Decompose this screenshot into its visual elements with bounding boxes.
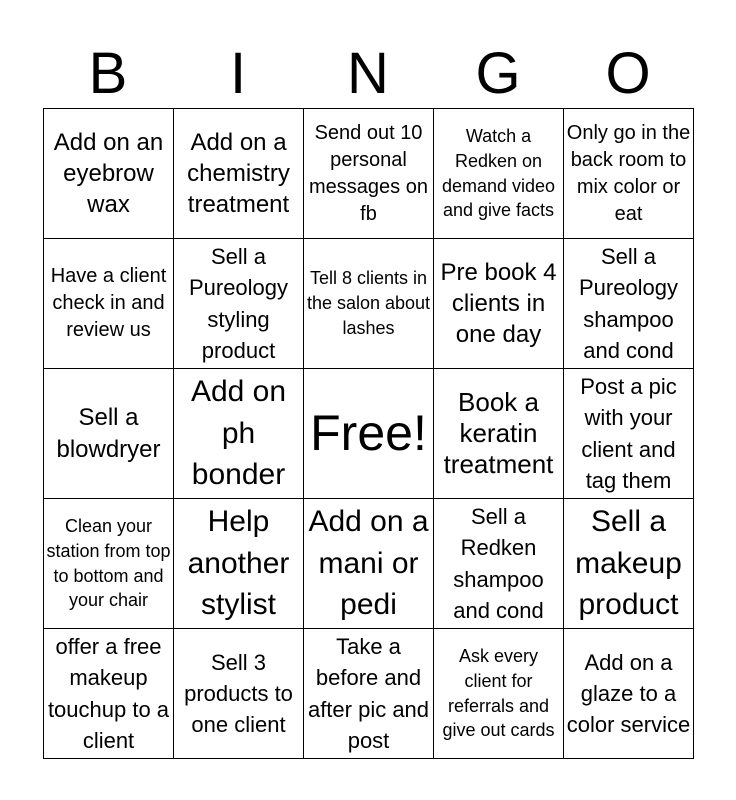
bingo-cell[interactable]: Add on a mani or pedi xyxy=(304,499,434,629)
bingo-cell[interactable]: Sell a blowdryer xyxy=(44,369,174,499)
grid-row xyxy=(44,499,694,629)
header-letter-i: I xyxy=(229,41,247,106)
bingo-cell[interactable]: Post a pic with your client and tag them xyxy=(564,369,694,499)
bingo-cell[interactable]: Add on ph bonder xyxy=(174,369,304,499)
bingo-cell[interactable]: Help another stylist xyxy=(174,499,304,629)
bingo-cell[interactable]: Have a client check in and review us xyxy=(44,239,174,369)
bingo-cell[interactable]: Sell a Pureology styling product xyxy=(174,239,304,369)
header-letter-o: O xyxy=(605,41,651,106)
bingo-cell[interactable]: Sell a Redken shampoo and cond xyxy=(434,499,564,629)
bingo-cell[interactable]: Clean your station from top to bottom and your chair xyxy=(44,499,174,629)
bingo-cell[interactable]: Tell 8 clients in the salon about lashes xyxy=(304,239,434,369)
bingo-cell[interactable]: Take a before and after pic and post xyxy=(304,629,434,759)
grid-row xyxy=(44,629,694,759)
grid-row xyxy=(44,109,694,239)
bingo-grid xyxy=(43,108,694,759)
bingo-cell[interactable]: Book a keratin treatment xyxy=(434,369,564,499)
bingo-cell[interactable]: Sell a Pureology shampoo and cond xyxy=(564,239,694,369)
bingo-cell[interactable]: Add on an eyebrow wax xyxy=(44,109,174,239)
bingo-cell[interactable]: Send out 10 personal messages on fb xyxy=(304,109,434,239)
bingo-header xyxy=(43,40,693,108)
bingo-cell[interactable]: offer a free makeup touchup to a client xyxy=(44,629,174,759)
bingo-cell[interactable]: Only go in the back room to mix color or eat xyxy=(564,109,694,239)
header-letter-b: B xyxy=(88,41,128,106)
bingo-cell[interactable]: Watch a Redken on demand video and give facts xyxy=(434,109,564,239)
header-letter-g: G xyxy=(475,41,521,106)
bingo-cell[interactable]: Sell 3 products to one client xyxy=(174,629,304,759)
header-letter-n: N xyxy=(347,41,389,106)
free-space-cell[interactable]: Free! xyxy=(304,369,434,499)
bingo-cell[interactable]: Sell a makeup product xyxy=(564,499,694,629)
bingo-cell[interactable]: Pre book 4 clients in one day xyxy=(434,239,564,369)
grid-row xyxy=(44,239,694,369)
bingo-cell[interactable]: Add on a glaze to a color service xyxy=(564,629,694,759)
bingo-cell[interactable]: Add on a chemistry treatment xyxy=(174,109,304,239)
grid-row xyxy=(44,369,694,499)
bingo-cell[interactable]: Ask every client for referrals and give out cards xyxy=(434,629,564,759)
